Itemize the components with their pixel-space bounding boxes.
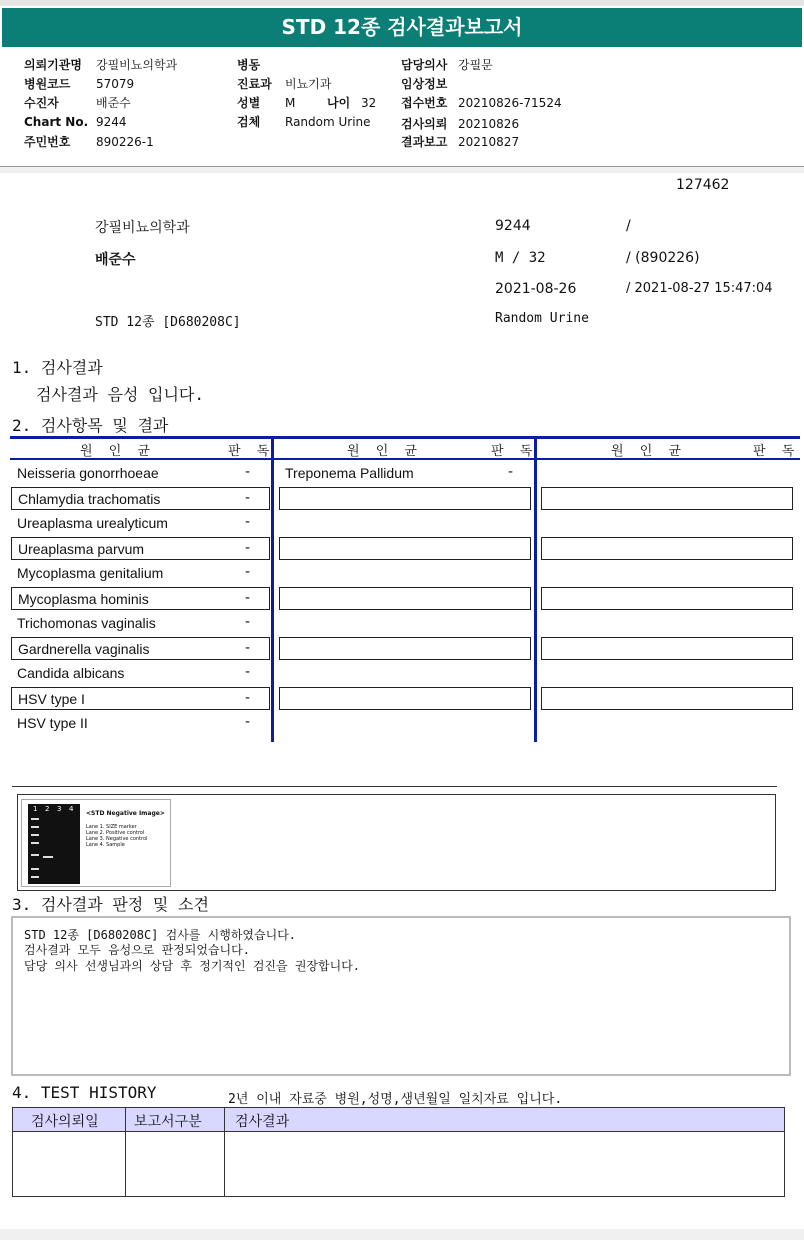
table-row <box>11 687 270 710</box>
pathogen-result: - <box>245 490 251 506</box>
empty-cell <box>541 637 793 660</box>
header-hospital: 의뢰기관명 강필비뇨의학과 <box>24 58 178 72</box>
empty-cell <box>279 587 531 610</box>
table-row <box>11 587 270 610</box>
marker-band <box>31 876 39 878</box>
header-ward: 병동 <box>237 58 261 72</box>
marker-band <box>31 834 39 836</box>
pathogen-name: Candida albicans <box>17 665 125 681</box>
pathogen-name: Treponema Pallidum <box>285 465 414 481</box>
history-header-report-type: 보고서구분 <box>134 1114 202 1130</box>
separator-band <box>0 167 804 173</box>
pathogen-name: Gardnerella vaginalis <box>18 641 150 657</box>
pathogen-result: - <box>245 564 251 580</box>
divider-line <box>12 786 777 787</box>
gel-legend-title: <STD Negative Image> <box>86 810 165 817</box>
pathogen-name: Mycoplasma hominis <box>18 591 149 607</box>
marker-band <box>31 818 39 820</box>
pathogen-result: - <box>245 590 251 606</box>
table-row <box>11 612 269 635</box>
empty-cell <box>541 537 793 560</box>
table-row <box>11 712 269 735</box>
header-sex: 성별 M <box>237 96 296 110</box>
pathogen-result: - <box>245 514 251 530</box>
opinion-line: 담당 의사 선생님과의 상담 후 정기적인 검진을 권장합니다. <box>24 959 361 973</box>
table-row <box>11 512 269 535</box>
table-row <box>279 462 531 485</box>
top-strip <box>0 0 804 6</box>
table-row <box>11 662 269 685</box>
age-field: 나이 32 <box>327 96 377 110</box>
header-patient: 수진자 배준수 <box>24 96 131 110</box>
history-header-request-date: 검사의뢰일 <box>31 1114 99 1130</box>
header-receipt-no: 접수번호 20210826-71524 <box>401 96 562 110</box>
pathogen-name: Ureaplasma urealyticum <box>17 515 168 531</box>
history-table <box>12 1107 785 1197</box>
table-row <box>11 537 270 560</box>
marker-band <box>31 826 39 828</box>
header-doctor: 담당의사 강필문 <box>401 58 493 72</box>
header-request-date: 검사의뢰 20210826 <box>401 117 520 131</box>
id-number: 127462 <box>676 177 730 193</box>
header-resident-no: 주민번호 890226-1 <box>24 135 154 149</box>
chart-separator: / <box>626 218 631 234</box>
pathogen-result: - <box>245 614 251 630</box>
results-divider-1 <box>271 436 274 742</box>
gel-legend-item: Lane 1. SIZE marker <box>86 824 137 830</box>
report-header <box>0 47 804 167</box>
pathogen-result: - <box>508 464 514 480</box>
pathogen-result: - <box>245 464 251 480</box>
patient-sex-age: M / 32 <box>495 250 546 266</box>
col2-header-pathogen: 원 인 균 <box>347 444 423 459</box>
opinion-line: STD 12종 [D680208C] 검사를 시행하였습니다. <box>24 928 297 942</box>
opinion-line: 검사결과 모두 음성으로 판정되었습니다. <box>24 943 250 957</box>
report-datetime: / 2021-08-27 15:47:04 <box>626 281 773 296</box>
empty-cell <box>279 687 531 710</box>
section1-result-text: 검사결과 음성 입니다. <box>36 385 205 404</box>
history-header-result: 검사결과 <box>235 1114 290 1130</box>
empty-cell <box>541 487 793 510</box>
section3-title: 3. 검사결과 판정 및 소견 <box>12 895 209 914</box>
marker-band <box>31 868 39 870</box>
col1-header-pathogen: 원 인 균 <box>80 444 156 459</box>
col1-header-result: 판 독 <box>228 444 276 459</box>
pathogen-name: Neisseria gonorrhoeae <box>17 465 159 481</box>
pathogen-result: - <box>245 690 251 706</box>
positive-band <box>43 856 53 858</box>
report-title: STD 12종 검사결과보고서 <box>2 8 802 47</box>
pathogen-name: Ureaplasma parvum <box>18 541 145 557</box>
header-chart-no: Chart No. 9244 <box>24 115 127 129</box>
col2-header-result: 판 독 <box>491 444 539 459</box>
lane-number: 4 <box>69 805 74 813</box>
marker-band <box>31 854 39 856</box>
patient-chart: 9244 <box>495 218 531 234</box>
empty-cell <box>279 537 531 560</box>
pathogen-name: Trichomonas vaginalis <box>17 615 156 631</box>
opinion-box <box>11 916 791 1076</box>
empty-cell <box>279 637 531 660</box>
history-note: 2년 이내 자료중 병원,성명,생년월일 일치자료 입니다. <box>228 1092 563 1107</box>
patient-birth: / (890226) <box>626 250 700 266</box>
empty-cell <box>541 687 793 710</box>
header-report-date: 결과보고 20210827 <box>401 135 520 149</box>
header-specimen: 검체 Random Urine <box>237 115 371 129</box>
marker-band <box>31 842 39 844</box>
gel-legend-item: Lane 4. Sample <box>86 842 125 848</box>
pathogen-name: HSV type II <box>17 715 88 731</box>
gel-legend-item: Lane 3. Negative control <box>86 836 148 842</box>
gel-image-frame <box>17 794 776 891</box>
lane-number: 1 <box>33 805 38 813</box>
section1-title: 1. 검사결과 <box>12 358 103 377</box>
pathogen-name: HSV type I <box>18 691 85 707</box>
pathogen-name: Chlamydia trachomatis <box>18 491 161 507</box>
empty-cell <box>279 487 531 510</box>
empty-cell <box>541 587 793 610</box>
section4-title: 4. TEST HISTORY <box>12 1083 157 1102</box>
test-name: STD 12종 [D680208C] <box>95 315 241 330</box>
pathogen-result: - <box>245 540 251 556</box>
gel-image-thumbnail[interactable] <box>21 799 171 887</box>
section2-title: 2. 검사항목 및 결과 <box>12 416 169 435</box>
col3-header-pathogen: 원 인 균 <box>611 444 687 459</box>
header-hospital-code: 병원코드 57079 <box>24 77 135 91</box>
pathogen-result: - <box>245 664 251 680</box>
gel-legend-item: Lane 2. Positive control <box>86 830 145 836</box>
patient-hospital: 강필비뇨의학과 <box>95 220 190 236</box>
pathogen-result: - <box>245 714 251 730</box>
lane-number: 3 <box>57 805 62 813</box>
pathogen-name: Mycoplasma genitalium <box>17 565 164 581</box>
specimen-type: Random Urine <box>495 311 589 326</box>
results-divider-2 <box>534 436 537 742</box>
request-date: 2021-08-26 <box>495 281 577 297</box>
header-clinical-info: 임상정보 <box>401 77 448 91</box>
table-row <box>11 562 269 585</box>
header-department: 진료과 비뇨기과 <box>237 77 332 91</box>
patient-name: 배준수 <box>95 252 136 268</box>
lane-number: 2 <box>45 805 50 813</box>
table-row <box>11 487 270 510</box>
pathogen-result: - <box>245 640 251 656</box>
results-top-border <box>10 436 800 439</box>
table-row <box>11 462 269 485</box>
footer-band <box>0 1229 804 1240</box>
col3-header-result: 판 독 <box>753 444 801 459</box>
table-row <box>11 637 270 660</box>
gel-electrophoresis-image <box>28 804 80 884</box>
